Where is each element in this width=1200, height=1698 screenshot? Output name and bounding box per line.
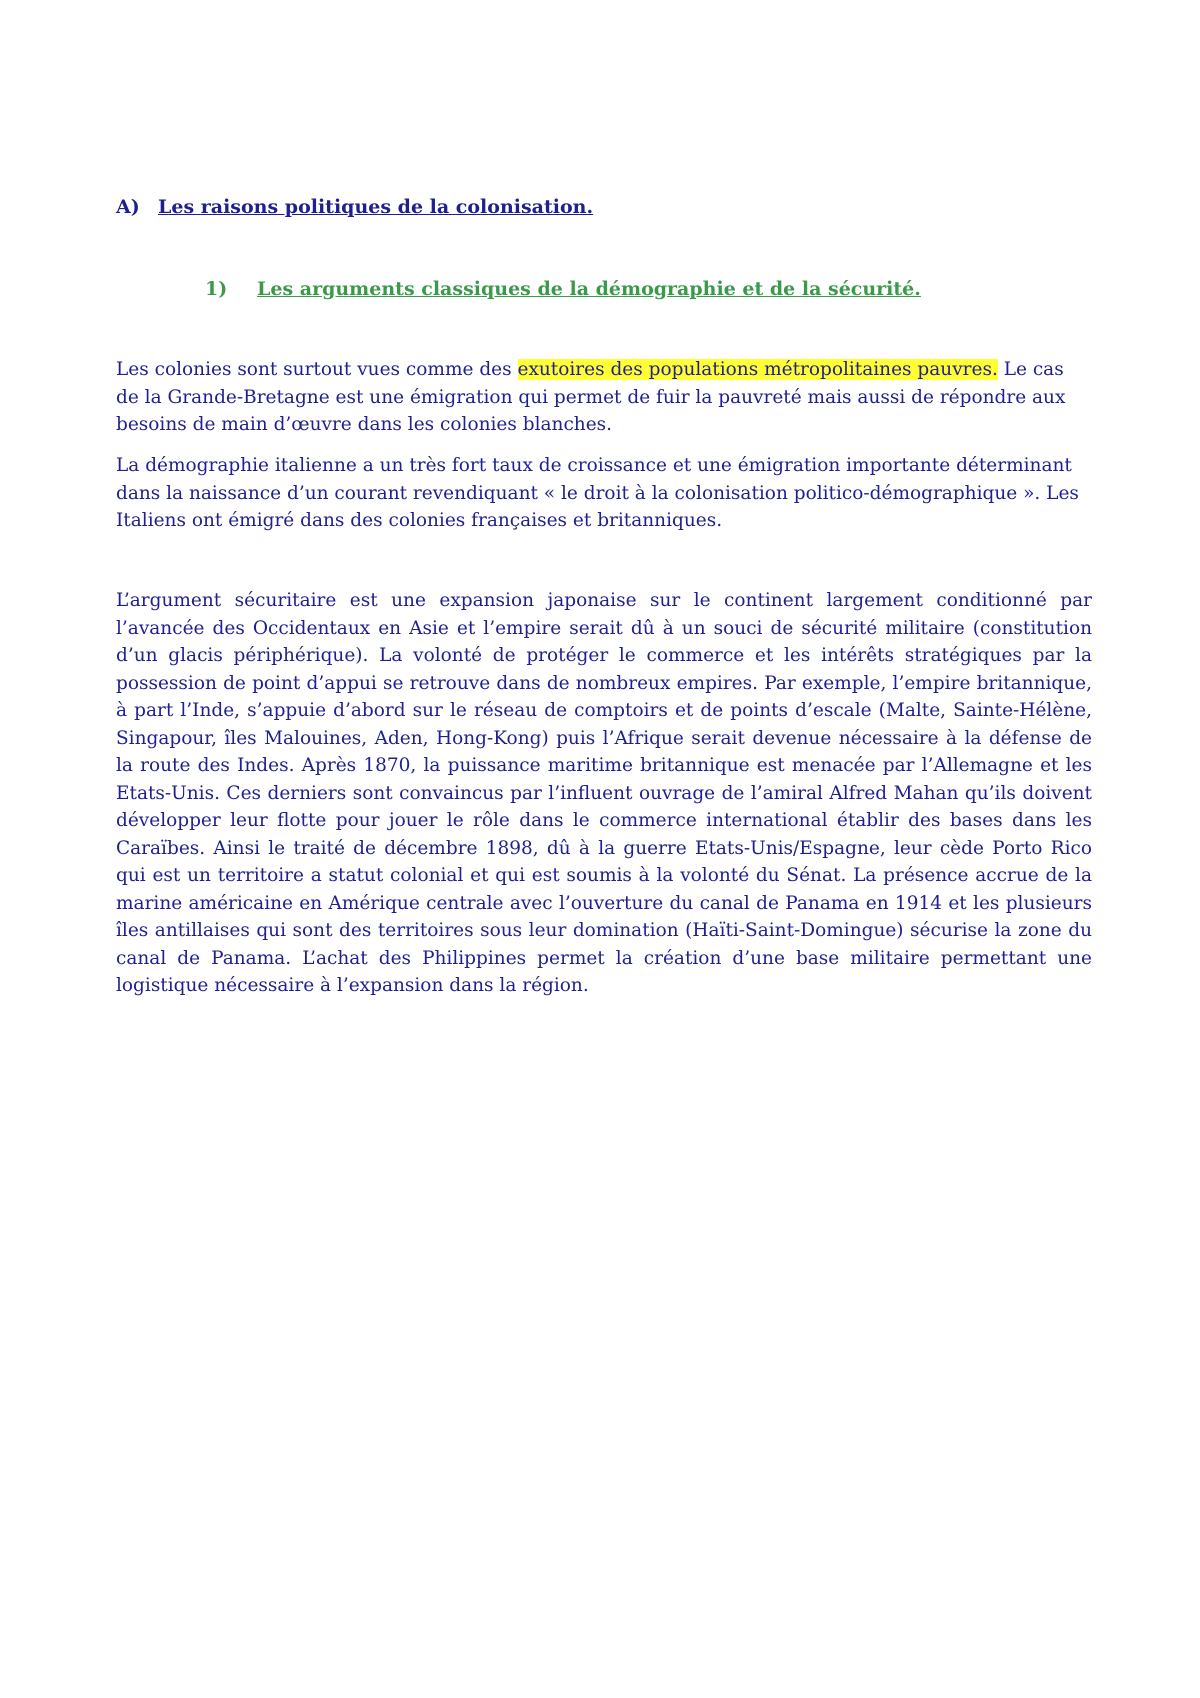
subsection-title: Les arguments classiques de la démographie et de la sécurité.: [257, 278, 921, 300]
section-heading-a: [116, 196, 593, 218]
paragraph-text: Le cas de la Grande-Bretagne est une émigration qui permet de fuir la pauvreté mais aussi de répondre aux besoins de main d’œuvre dans les colonies blanches.: [116, 359, 1066, 435]
subsection-heading-1: [205, 278, 921, 300]
paragraph-text: Les colonies sont surtout vues comme des: [116, 359, 518, 380]
highlighted-text: exutoires des populations métropolitaines pauvres.: [517, 359, 998, 380]
paragraph-italian-demography: La démographie italienne a un très fort taux de croissance et une émigration importante déterminant dans la naissance d’un courant revendiquant « le droit à la colonisation politico-démographique ». Les Italiens ont émigré dans des colonies françaises et britanniques.: [116, 455, 1079, 531]
paragraph-emigration: [116, 356, 1092, 439]
section-title: Les raisons politiques de la colonisation.: [158, 196, 594, 218]
subsection-label: 1): [205, 278, 228, 300]
paragraph-security-argument: L’argument sécuritaire est une expansion japonaise sur le continent largement conditionné par l’avancée des Occidentaux en Asie et l’empire serait dû à un souci de sécurité militaire (constitution d’un glacis périphérique). La volonté de protéger le commerce et les intérêts stratégiques par la possession de point d’appui se retrouve dans de nombreux empires. Par exemple, l’empire britannique, à part l’Inde, s’appuie d’abord sur le réseau de comptoirs et de points d’escale (Malte, Sainte-Hélène, Singapour, îles Malouines, Aden, Hong-Kong) puis l’Afrique serait devenue nécessaire à la défense de la route des Indes. Après 1870, la puissance maritime britannique est menacée par l’Allemagne et les Etats-Unis. Ces derniers sont convaincus par l’influent ouvrage de l’amiral Alfred Mahan qu’ils doivent développer leur flotte pour jouer le rôle dans le commerce international établir des bases dans les Caraïbes. Ainsi le traité de décembre 1898, dû à la guerre Etats-Unis/Espagne, leur cède Porto Rico qui est un territoire a statut colonial et qui est soumis à la volonté du Sénat. La présence accrue de la marine américaine en Amérique centrale avec l’ouverture du canal de Panama en 1914 et les plusieurs îles antillaises qui sont des territoires sous leur domination (Haïti-Saint-Domingue) sécurise la zone du canal de Panama. L’achat des Philippines permet la création d’une base militaire permettant une logistique nécessaire à l’expansion dans la région.: [116, 590, 1092, 996]
section-label: A): [116, 196, 140, 218]
